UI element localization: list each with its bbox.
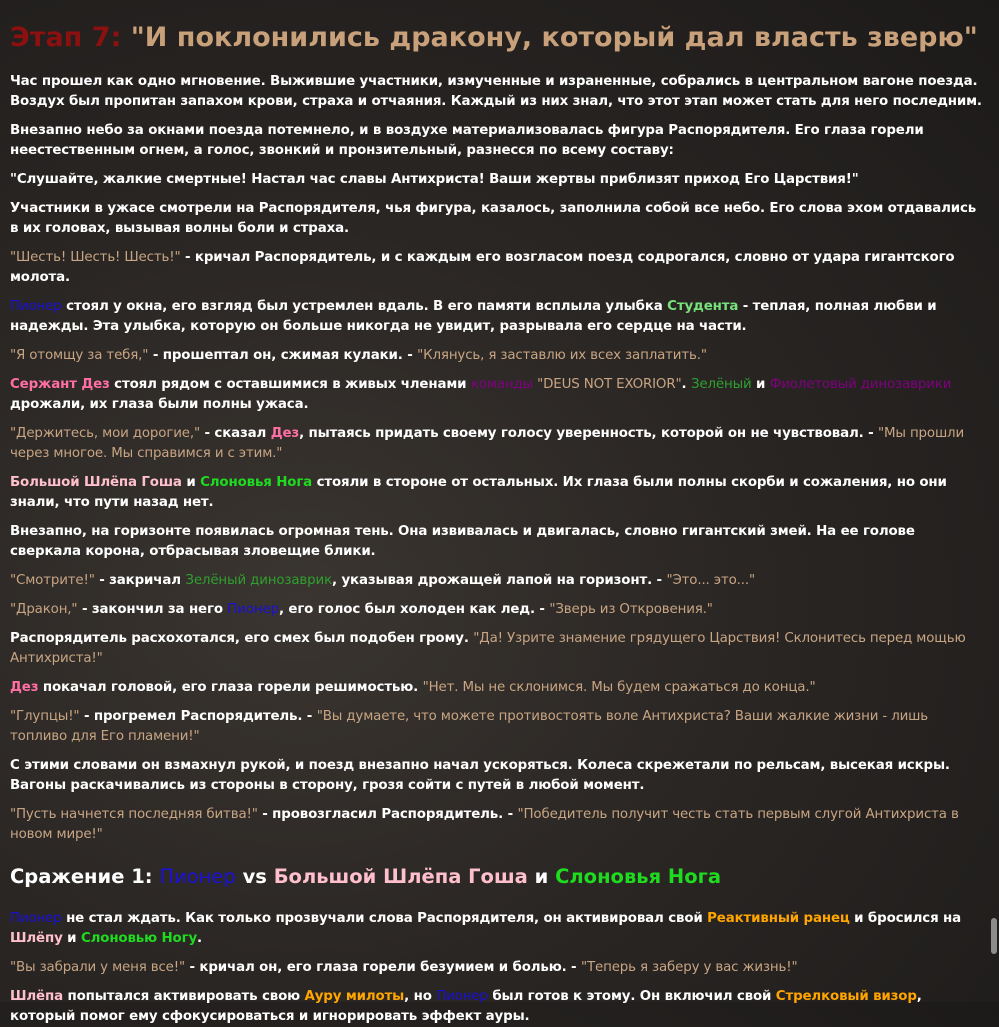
paragraph: Внезапно небо за окнами поезда потемнело, и в воздухе материализовалась фигура Распорядителя. Его глаза горели неестественным огнем, а голос, звонкий и пронзительный, разнесся по всему составу: [10,123,924,158]
text: , указывая дрожащей лапой на горизонт. - [332,573,667,588]
quote: "Шесть! Шесть! Шесть!" [10,250,181,265]
paragraph: Внезапно, на горизонте появилась огромная тень. Она извивалась и двигалась, словно гигантский змей. На ее голове сверкала корона, отбрасывая зловещие блики. [10,524,915,559]
character-name: Пионер [436,989,488,1004]
text: - прошептал он, сжимая кулаки. - [148,348,418,363]
quote: "Вы забрали у меня все!" [10,960,185,975]
text: Распорядитель расхохотался, его смех был подобен грому. [10,631,474,646]
text: - закричал [94,573,186,588]
text: , который помог ему сфокусироваться и игнорировать эффект ауры. [10,989,922,1024]
character-name: Большой Шлёпа Гоша [273,865,528,888]
item-name: Стрелковый визор [775,989,917,1004]
text: - кричал он, его глаза горели безумием и болью. - [185,960,581,975]
vs-text: vs [235,865,274,888]
character-name: Зелёный [690,377,752,392]
text: - прогремел Распорядитель. - [79,709,317,724]
text: стоял у окна, его взгляд был устремлен вдаль. В его памяти всплыла улыбка [61,299,668,314]
quote: "Мы прошли через многое. Мы справимся и с этим." [10,426,965,461]
vertical-scrollbar[interactable] [983,0,999,1002]
character-name: Слоновья Нога [200,475,313,490]
text: был готов к этому. Он включил свой [487,989,776,1004]
quote: "Теперь я заберу у вас жизнь!" [580,960,798,975]
paragraph [10,571,983,591]
character-name: Дез [270,426,300,441]
character-name: Фиолетовый динозаврики [769,377,952,392]
text: стояли в стороне от остальных. Их глаза были полны скорби и сожаления, но они знали, что пути назад нет. [10,475,947,510]
paragraph [10,297,983,337]
character-name: Пионер [227,602,279,617]
quote: "Победитель получит честь стать первым слугой Антихриста в новом мире!" [10,807,959,842]
quote: "Клянусь, я заставлю их всех заплатить." [417,348,707,363]
text: , но [404,989,437,1004]
paragraph [10,629,983,669]
text: и бросился на [849,911,962,926]
scrollbar-thumb[interactable] [991,918,997,954]
battle-heading [10,863,983,891]
text: попытался активировать свою [62,989,305,1004]
character-name: Дез [10,680,39,695]
page-title [10,18,983,58]
text: , его голос был холоден как лед. - [278,602,550,617]
character-name: Пионер [10,911,62,926]
quote: "Пусть начнется последняя битва!" [10,807,258,822]
battle-prefix: Сражение 1: [10,865,160,888]
character-name: Слоновью Ногу [80,931,198,946]
paragraph: Участники в ужасе смотрели на Распорядителя, чья фигура, казалось, заполнила собой все небо. Его слова эхом отдавались в их головах, вызывая волны боли и страха. [10,201,977,236]
character-name: Большой Шлёпа Гоша [10,475,182,490]
text: и [62,931,81,946]
character-name: Шлёпа [10,989,63,1004]
paragraph: С этими словами он взмахнул рукой, и поезд внезапно начал ускоряться. Колеса скрежетали по рельсам, высекая искры. Вагоны раскачивались из стороны в сторону, грозя сойти с путей в любой момент. [10,758,950,793]
text: и [181,475,201,490]
text: . [681,377,691,392]
quote: "Я отомщу за тебя," [10,348,149,363]
character-name: Студента [667,299,739,314]
paragraph [10,346,983,366]
quote: "Да! Узрите знамение грядущего Царствия! Склонитесь перед мощью Антихриста!" [10,631,966,666]
paragraph [10,909,983,949]
quote: "Смотрите!" [10,573,95,588]
quote: "Глупцы!" [10,709,80,724]
text: - сказал [199,426,271,441]
quote: "Это... это..." [666,573,755,588]
paragraph [10,600,983,620]
text: - провозгласил Распорядитель. - [257,807,518,822]
character-name: Шлёпу [10,931,63,946]
paragraph [10,805,983,845]
item-name: Ауру милоты [304,989,405,1004]
paragraph [10,987,983,1027]
paragraph [10,707,983,747]
text: стоял рядом с оставшимися в живых членами [109,377,471,392]
and-text: и [527,865,556,888]
character-name: Пионер [159,865,236,888]
paragraph [10,248,983,288]
character-name: Слоновья Нога [555,865,721,888]
character-name: Зелёный динозаврик [185,573,333,588]
character-name: Пионер [10,299,62,314]
stage-quote: "И поклонились дракону, который дал власть зверю" [130,22,978,53]
team-name: "DEUS NOT EXORIOR" [533,377,682,392]
quote-paragraph: "Слушайте, жалкие смертные! Настал час славы Антихриста! Ваши жертвы приблизят приход Его Царствия!" [10,172,859,187]
text: не стал ждать. Как только прозвучали слова Распорядителя, он активировал свой [61,911,708,926]
quote: "Зверь из Откровения." [549,602,713,617]
paragraph [10,678,983,698]
text: . [197,931,202,946]
quote: "Дракон," [10,602,78,617]
paragraph [10,958,983,978]
quote: "Нет. Мы не склонимся. Мы будем сражаться до конца." [422,680,816,695]
text: - кричал Распорядитель, и с каждым его возгласом поезд содрогался, словно от удара гигантского молота. [10,250,955,285]
paragraph [10,473,983,513]
item-name: Реактивный ранец [707,911,850,926]
stage-label: Этап 7: [10,22,122,53]
text: покачал головой, его глаза горели решимостью. [38,680,423,695]
text: - теплая, полная любви и надежды. Эта улыбка, которую он больше никогда не увидит, разрывала его сердце на части. [10,299,937,334]
text: - закончил за него [77,602,228,617]
paragraph: Час прошел как одно мгновение. Выжившие участники, измученные и израненные, собрались в центральном вагоне поезда. Воздух был пропитан запахом крови, страха и отчаяния. Каждый из них знал, что этот этап может стать для него последним. [10,74,982,109]
text: дрожали, их глаза были полны ужаса. [10,397,309,412]
text: , пытаясь придать своему голосу уверенность, которой он не чувствовал. - [299,426,879,441]
text: и [751,377,770,392]
quote: "Держитесь, мои дорогие," [10,426,200,441]
quote: "Вы думаете, что можете противостоять воле Антихриста? Ваши жалкие жизни - лишь топливо для Его пламени!" [10,709,929,744]
paragraph [10,424,983,464]
paragraph [10,375,983,415]
character-name: Сержант Дез [10,377,110,392]
team-label: команды [470,377,534,392]
